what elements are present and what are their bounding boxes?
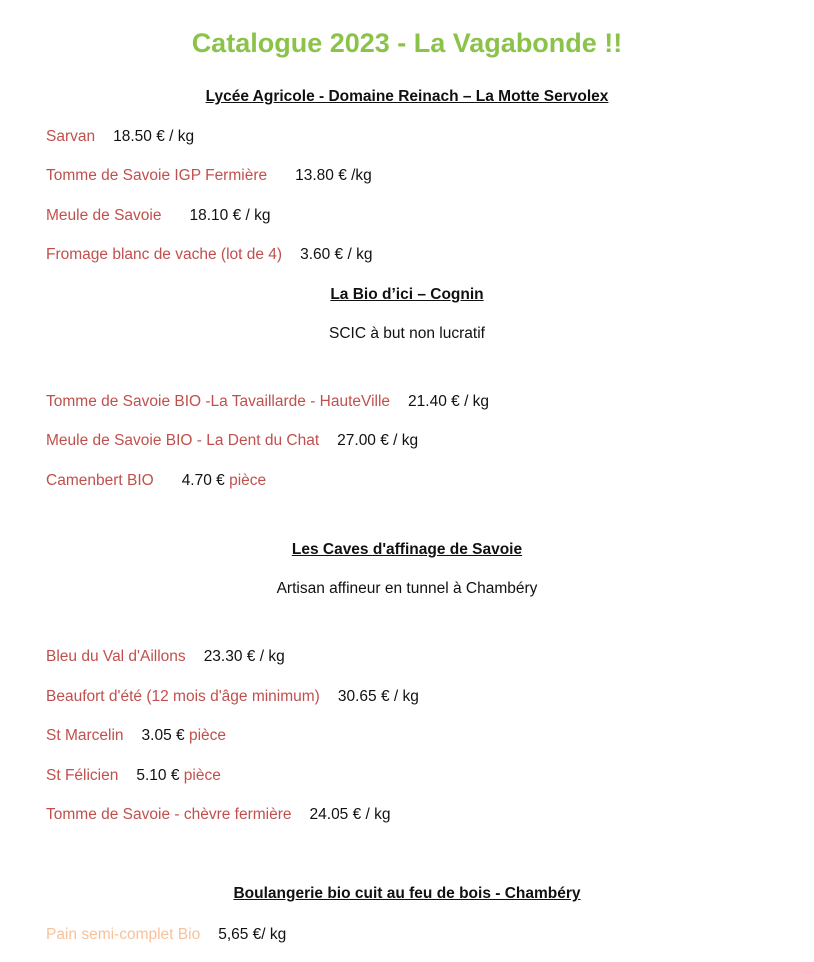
product-item: [46, 727, 226, 745]
product-item: [46, 393, 489, 411]
product-item: [46, 806, 391, 824]
product-name: Camenbert BIO: [46, 472, 154, 489]
product-price: 18.10 € / kg: [189, 207, 271, 224]
product-name: Sarvan: [46, 128, 96, 145]
product-item: [46, 472, 266, 490]
product-price: 13.80 € /kg: [295, 167, 372, 184]
product-unit: pièce: [229, 472, 267, 489]
section-heading-lycee: Lycée Agricole - Domaine Reinach – La Motte Servolex: [205, 88, 609, 105]
product-name: Tomme de Savoie IGP Fermière: [46, 167, 268, 184]
product-price: 30.65 € / kg: [337, 688, 419, 705]
section-subtitle: Artisan affineur en tunnel à Chambéry: [276, 580, 538, 597]
product-price: 23.30 € / kg: [203, 648, 285, 665]
product-name: Meule de Savoie: [46, 207, 162, 224]
product-price: 4.70 €: [181, 472, 225, 489]
section-heading-caves: Les Caves d'affinage de Savoie: [291, 541, 523, 558]
section-heading-bio-dici: La Bio d’ici – Cognin: [330, 286, 484, 303]
product-price: 18.50 € / kg: [113, 128, 195, 145]
page-title: Catalogue 2023 - La Vagabonde !!: [191, 28, 623, 58]
product-price: 27.00 € / kg: [337, 432, 419, 449]
product-name: Meule de Savoie BIO - La Dent du Chat: [46, 432, 320, 449]
product-name: St Marcelin: [46, 727, 124, 744]
product-item: [46, 432, 418, 450]
product-name: Pain semi-complet Bio: [46, 926, 201, 943]
product-price: 21.40 € / kg: [408, 393, 490, 410]
product-unit: pièce: [183, 767, 221, 784]
product-item: [46, 207, 270, 225]
section-heading-boulangerie: Boulangerie bio cuit au feu de bois - Chambéry: [233, 885, 581, 902]
product-name: St Félicien: [46, 767, 119, 784]
product-item: [46, 246, 372, 264]
product-price: 3.60 € / kg: [300, 246, 373, 263]
section-subtitle: SCIC à but non lucratif: [329, 325, 485, 342]
product-item: [46, 128, 194, 146]
product-unit: pièce: [188, 727, 227, 744]
product-item: [46, 767, 221, 785]
product-name: Bleu du Val d'Aillons: [46, 648, 186, 665]
product-item: [46, 167, 372, 185]
product-name: Beaufort d'été (12 mois d'âge minimum): [46, 688, 320, 705]
product-item: [46, 688, 419, 706]
product-price: 5.10 €: [136, 767, 180, 784]
product-item: [46, 926, 286, 944]
product-item: [46, 648, 285, 666]
product-price: 24.05 € / kg: [309, 806, 391, 823]
product-price: 5,65 €/ kg: [218, 926, 287, 943]
product-name: Tomme de Savoie BIO -La Tavaillarde - HauteVille: [46, 393, 391, 410]
product-name: Tomme de Savoie - chèvre fermière: [46, 806, 292, 823]
product-name: Fromage blanc de vache (lot de 4): [46, 246, 283, 263]
product-price: 3.05 €: [141, 727, 185, 744]
